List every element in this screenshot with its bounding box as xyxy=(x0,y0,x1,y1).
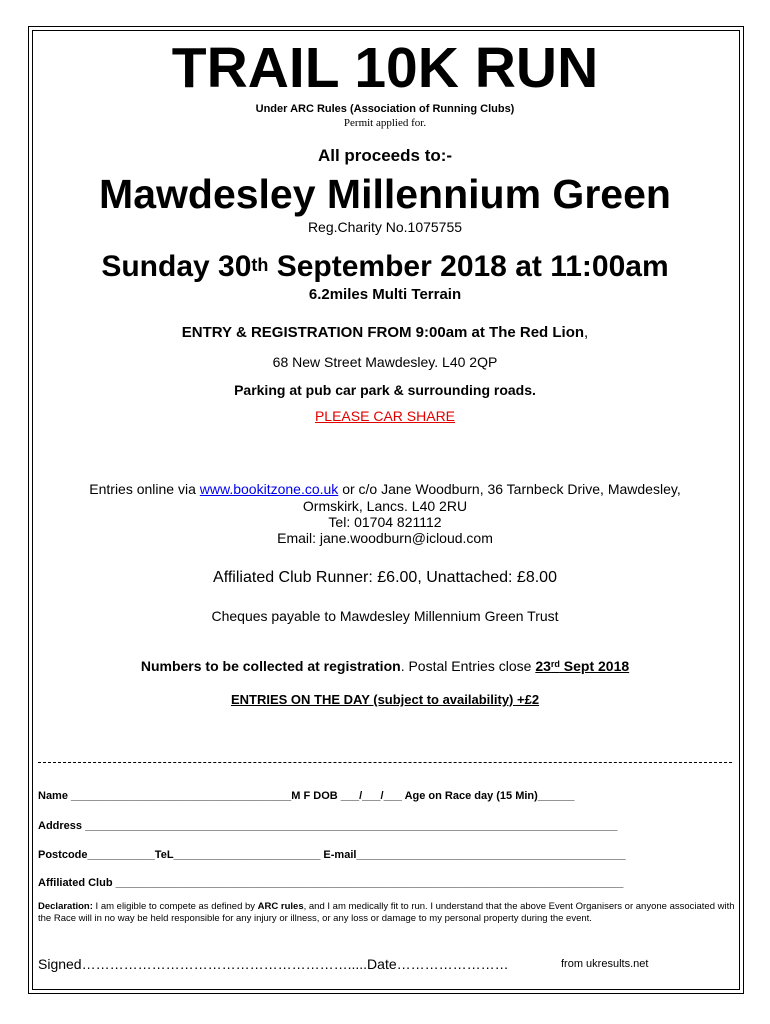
car-share-note: PLEASE CAR SHARE xyxy=(314,408,456,424)
charity-name: Mawdesley Millennium Green xyxy=(99,171,671,217)
close-day: 23 xyxy=(535,658,551,674)
declaration-label: Declaration: xyxy=(38,901,93,912)
date-day: Sunday 30 xyxy=(101,250,252,283)
entry-text: ENTRY & REGISTRATION FROM 9:00am at The Red Lion xyxy=(181,324,585,341)
rules-note: Under ARC Rules (Association of Running Clubs) xyxy=(255,103,515,115)
cut-line xyxy=(38,762,732,763)
date-suffix: th xyxy=(251,255,269,275)
venue-address: 68 New Street Mawdesley. L40 2QP xyxy=(272,354,498,370)
page-title: TRAIL 10K RUN xyxy=(171,36,599,100)
source-credit: from ukresults.net xyxy=(561,958,649,970)
name-row[interactable]: Name ____________________________________M F DOB ___/___/___ Age on Race day (15 Min)______ xyxy=(38,790,575,802)
date-rest: September 2018 at 11:00am xyxy=(268,250,669,283)
signature-line[interactable]: Signed………………………………………………….....Date…………………… xyxy=(38,956,509,972)
declaration xyxy=(38,901,738,925)
cheques-note: Cheques payable to Mawdesley Millennium Green Trust xyxy=(211,608,559,624)
close-rest: Sept 2018 xyxy=(559,658,630,674)
online-suffix: or c/o Jane Woodburn, 36 Tarnbeck Drive, Mawdesley, xyxy=(338,481,681,497)
online-entries xyxy=(0,481,770,498)
declaration-arc: ARC rules xyxy=(257,901,304,912)
proceeds-label: All proceeds to:- xyxy=(317,146,453,165)
permit-note: Permit applied for. xyxy=(343,117,427,129)
postal-close-date xyxy=(535,658,629,674)
club-row[interactable]: Affiliated Club ___________________________________________________________________________________ xyxy=(38,877,624,889)
numbers-mid: . Postal Entries close xyxy=(400,658,536,674)
declaration-part2: , and I am medically fit to run. I understand that the above Event Organisers or anyone associated with the Race will in no way be held responsible for any injury or illness, or any loss or damage to my personal property during the event. xyxy=(38,901,735,924)
postal-address: Ormskirk, Lancs. L40 2RU xyxy=(302,498,468,514)
bookitzone-link[interactable]: www.bookitzone.co.uk xyxy=(199,481,339,497)
contact-email: Email: jane.woodburn@icloud.com xyxy=(277,530,493,546)
charity-reg-number: Reg.Charity No.1075755 xyxy=(307,219,463,235)
entry-fees: Affiliated Club Runner: £6.00, Unattached: £8.00 xyxy=(213,569,557,586)
event-date xyxy=(0,248,770,286)
parking-note: Parking at pub car park & surrounding roads. xyxy=(234,382,536,398)
numbers-bold: Numbers to be collected at registration xyxy=(140,658,401,674)
online-prefix: Entries online via xyxy=(89,481,200,497)
entries-on-the-day: ENTRIES ON THE DAY (subject to availability) +£2 xyxy=(230,692,540,707)
declaration-part1: I am eligible to compete as defined by xyxy=(92,901,258,912)
contact-tel: Tel: 01704 821112 xyxy=(328,514,442,530)
address-row[interactable]: Address _______________________________________________________________________________________ xyxy=(38,820,618,832)
entry-comma: , xyxy=(584,324,589,341)
numbers-note xyxy=(0,657,770,675)
postcode-row[interactable]: Postcode___________TeL________________________ E-mail____________________________________________ xyxy=(38,849,626,861)
distance-info: 6.2miles Multi Terrain xyxy=(308,286,462,303)
entry-registration xyxy=(0,323,770,342)
close-suffix: rd xyxy=(550,659,560,669)
